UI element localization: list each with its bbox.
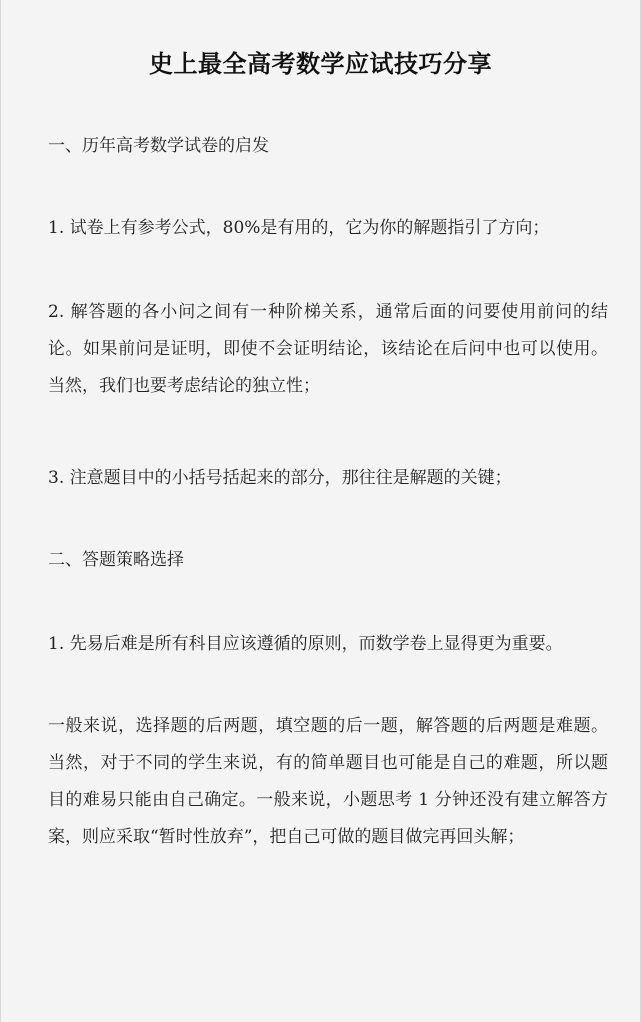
paragraph-item-5: 一般来说，选择题的后两题，填空题的后一题，解答题的后两题是难题。当然，对于不同的学生来说，有的简单题目也可能是自己的难题，所以题目的难易只能由自己确定。一般来说，小题思考 1 分钟还没有建立解答方案，则应采取“暂时性放弃”，把自己可做的题目做完再回头解； [48,716,608,847]
section-heading-1: 一、历年高考数学试卷的启发 [48,136,269,156]
paragraph-item-2: 2. 解答题的各小问之间有一种阶梯关系，通常后面的问要使用前问的结论。如果前问是证明，即使不会证明结论，该结论在后问中也可以使用。当然，我们也要考虑结论的独立性； [48,302,608,396]
paragraph-item-3: 3. 注意题目中的小括号括起来的部分，那往往是解题的关键； [48,468,512,488]
section-heading-2: 二、答题策略选择 [48,550,184,570]
article-title: 史上最全高考数学应试技巧分享 [149,50,492,78]
paragraph-item-1: 1. 试卷上有参考公式，80%是有用的，它为你的解题指引了方向； [48,218,550,238]
paragraph-item-4: 1. 先易后难是所有科目应该遵循的原则，而数学卷上显得更为重要。 [48,634,563,654]
